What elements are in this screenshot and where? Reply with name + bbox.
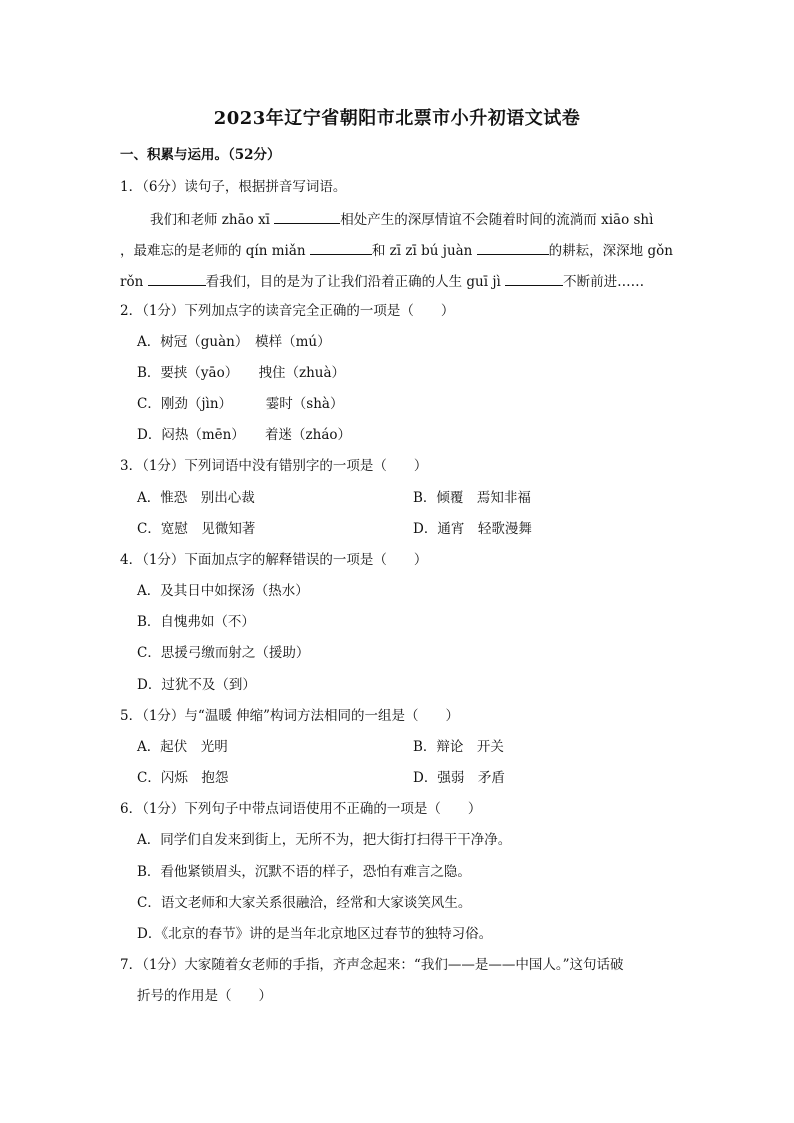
q5-stem: 5．（1分）与“温暖 伸缩”构词方法相同的一组是（ ） — [120, 708, 460, 724]
q7-stem: 7．（1分）大家随着女老师的手指，齐声念起来：“我们——是——中国人。”这句话破 — [120, 957, 624, 973]
q3-option-d[interactable]: D．通宵 轻歌漫舞 — [413, 521, 532, 537]
q6-option-c[interactable]: C．语文老师和大家关系很融洽，经常和大家谈笑风生。 — [137, 895, 472, 911]
q4-option-d[interactable]: D．过犹不及（到） — [137, 677, 256, 693]
q1-text: 相处产生的深厚情谊不会随着时间的流淌而 xiāo shì — [340, 212, 654, 228]
q5-option-a[interactable]: A．起伏 光明 — [137, 739, 228, 755]
q3-option-c[interactable]: C．宽慰 见微知著 — [137, 521, 256, 537]
q1-text: rǒn — [120, 274, 148, 290]
q2-stem: 2．（1分）下列加点字的读音完全正确的一项是（ ） — [120, 303, 455, 319]
q2-option-d[interactable]: D．闷热（mēn） 着迷（zháo） — [137, 427, 352, 443]
q1-text: 看我们，目的是为了让我们沿着正确的人生 guī jì — [205, 274, 506, 290]
answer-blank[interactable] — [477, 239, 549, 255]
q1-sentence-line-2 — [120, 239, 673, 261]
answer-blank[interactable] — [148, 270, 206, 286]
q6-option-d[interactable]: D．《北京的春节》讲的是当年北京地区过春节的独特习俗。 — [137, 926, 493, 942]
q1-text: 我们和老师 zhāo xī — [150, 212, 275, 228]
q1-text: 不断前进…… — [563, 274, 645, 290]
q2-option-b[interactable]: B．要挟（yāo） 拽住（zhuà） — [137, 365, 346, 381]
q4-option-b[interactable]: B．自愧弗如（不） — [137, 614, 255, 630]
q1-text: ，最难忘的是老师的 qín miǎn — [120, 243, 310, 259]
answer-blank[interactable] — [274, 208, 340, 224]
q6-option-a[interactable]: A．同学们自发来到街上，无所不为，把大街打扫得干干净净。 — [137, 832, 512, 848]
q6-option-b[interactable]: B．看他紧锁眉头，沉默不语的样子，恐怕有难言之隐。 — [137, 864, 471, 880]
q4-option-a[interactable]: A．及其日中如探汤（热水） — [137, 583, 309, 599]
q3-option-b[interactable]: B．倾覆 焉知非福 — [413, 490, 531, 506]
q1-text: 的耕耘，深深地 gǒn — [548, 243, 673, 259]
q2-option-c[interactable]: C．刚劲（jìn） 霎时（shà） — [137, 396, 344, 412]
q2-option-a[interactable]: A．树冠（guàn） 模样（mú） — [137, 334, 331, 350]
q7-stem-continued: 折号的作用是（ ） — [137, 988, 272, 1004]
answer-blank[interactable] — [505, 270, 563, 286]
q4-stem: 4．（1分）下面加点字的解释错误的一项是（ ） — [120, 552, 428, 568]
q5-option-b[interactable]: B．辩论 开关 — [413, 739, 504, 755]
q3-option-a[interactable]: A．惟恐 别出心裁 — [137, 490, 255, 506]
answer-blank[interactable] — [310, 239, 372, 255]
q6-stem: 6．（1分）下列句子中带点词语使用不正确的一项是（ ） — [120, 801, 482, 817]
q3-stem: 3．（1分）下列词语中没有错别字的一项是（ ） — [120, 458, 428, 474]
q5-option-c[interactable]: C．闪烁 抱怨 — [137, 770, 229, 786]
q1-stem: 1．（6分）读句子，根据拼音写词语。 — [120, 179, 347, 195]
section-heading: 一、积累与运用。（52分） — [120, 147, 281, 163]
q5-option-d[interactable]: D．强弱 矛盾 — [413, 770, 505, 786]
q1-text: 和 zī zī bú juàn — [371, 243, 477, 259]
page-title: 2023年辽宁省朝阳市北票市小升初语文试卷 — [213, 108, 581, 129]
q4-option-c[interactable]: C．思援弓缴而射之（援助） — [137, 645, 310, 661]
q1-sentence-line-3 — [120, 270, 644, 292]
q1-sentence-line-1 — [150, 208, 653, 230]
